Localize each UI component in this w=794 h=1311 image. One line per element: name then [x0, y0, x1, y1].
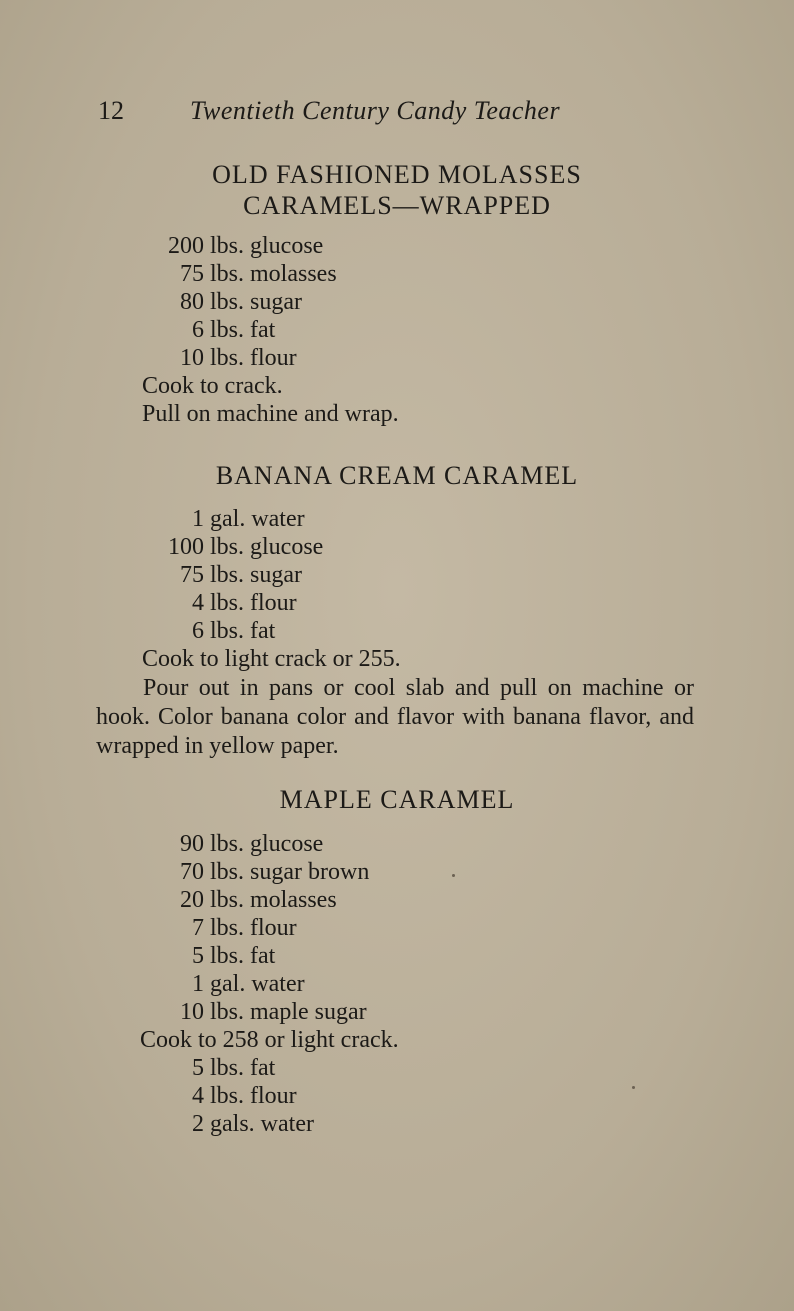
recipe-title-banana-cream-caramel	[0, 460, 794, 491]
ingredient-line: 6 lbs. fat	[192, 317, 276, 343]
ingredient-line: 7 lbs. flour	[192, 915, 297, 941]
ingredient-line: 100 lbs. glucose	[168, 534, 324, 560]
instruction-line: Cook to 258 or light crack.	[140, 1027, 399, 1053]
paper-speck	[452, 874, 455, 877]
instruction-line: Cook to light crack or 255.	[142, 646, 401, 672]
paper-speck	[632, 1086, 635, 1089]
ingredient-line: 6 lbs. fat	[192, 618, 276, 644]
ingredient-line: 4 lbs. flour	[192, 590, 297, 616]
ingredient-line: 2 gals. water	[192, 1111, 314, 1137]
ingredient-line: 4 lbs. flour	[192, 1083, 297, 1109]
ingredient-line: 5 lbs. fat	[192, 1055, 276, 1081]
recipe-paragraph: Pour out in pans or cool slab and pull on machine or hook. Color banana color and flavor with banana flavor, and wrapped in yellow paper.	[96, 675, 694, 759]
recipe-title-line: OLD FASHIONED MOLASSES	[212, 160, 582, 189]
recipe-title-line: BANANA CREAM CARAMEL	[215, 461, 579, 490]
recipe-title-line: MAPLE CARAMEL	[279, 785, 515, 814]
page-number: 12	[98, 96, 124, 125]
ingredient-line: 75 lbs. molasses	[180, 261, 337, 287]
ingredient-line: 1 gal. water	[192, 506, 305, 532]
ingredient-line: 5 lbs. fat	[192, 943, 276, 969]
ingredient-line: 1 gal. water	[192, 971, 305, 997]
book-title: Twentieth Century Candy Teacher	[190, 96, 561, 125]
instruction-line: Pull on machine and wrap.	[142, 401, 399, 427]
recipe-title-maple-caramel	[0, 784, 794, 815]
running-head	[98, 96, 698, 136]
ingredient-line: 200 lbs. glucose	[168, 233, 324, 259]
recipe-title-line: CARAMELS—WRAPPED	[243, 191, 551, 220]
ingredient-line: 10 lbs. flour	[180, 345, 297, 371]
recipe-title-molasses-caramels	[0, 159, 794, 221]
ingredient-line: 90 lbs. glucose	[180, 831, 324, 857]
ingredient-line: 10 lbs. maple sugar	[180, 999, 367, 1025]
ingredient-line: 70 lbs. sugar brown	[180, 859, 370, 885]
ingredient-line: 75 lbs. sugar	[180, 562, 302, 588]
ingredient-line: 80 lbs. sugar	[180, 289, 302, 315]
instruction-line: Cook to crack.	[142, 373, 283, 399]
ingredient-line: 20 lbs. molasses	[180, 887, 337, 913]
